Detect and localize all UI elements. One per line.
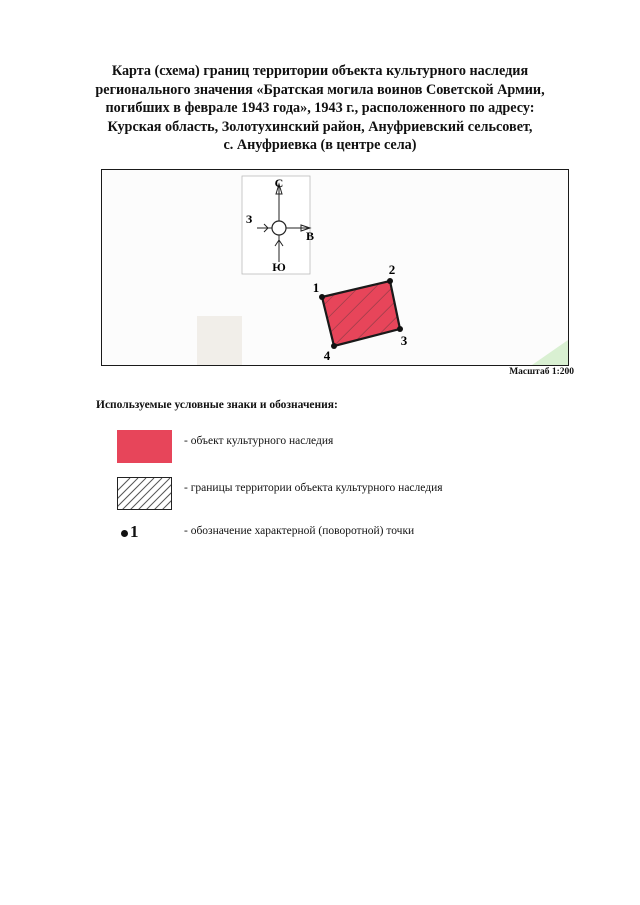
title-line-5: с. Ануфриевка (в центре села) xyxy=(223,137,417,153)
heritage-object xyxy=(313,262,408,363)
legend-item-text: - обозначение характерной (поворотной) точки xyxy=(184,525,415,537)
legend-point-number: 1 xyxy=(130,522,139,541)
legend-red-swatch xyxy=(117,430,172,463)
legend-item-territory xyxy=(0,477,640,517)
title-line-3: погибших в феврале 1943 года», 1943 г., расположенного по адресу: xyxy=(105,100,535,116)
title-line-4: Курская область, Золотухинский район, Ануфриевский сельсовет, xyxy=(107,118,533,135)
legend-point-symbol xyxy=(121,522,139,542)
map-title xyxy=(60,62,580,155)
point-3-label: 3 xyxy=(400,333,408,348)
title-line-1: Карта (схема) границ территории объекта культурного наследия xyxy=(111,63,529,79)
legend-heading: Используемые условные знаки и обозначения: xyxy=(96,399,338,411)
point-dot-icon xyxy=(121,530,128,537)
point-1-label: 1 xyxy=(312,280,320,295)
compass-north-label: С xyxy=(274,176,284,190)
compass-east-label: В xyxy=(305,229,315,243)
point-4-label: 4 xyxy=(323,348,331,363)
scale-label: Масштаб 1:200 xyxy=(509,367,574,377)
map-frame xyxy=(101,169,569,366)
compass-south-label: Ю xyxy=(272,260,286,274)
background-patch xyxy=(197,316,242,365)
point-2-label: 2 xyxy=(388,262,396,277)
background-patch-green xyxy=(532,340,568,365)
compass-center xyxy=(272,221,286,235)
legend-item-point xyxy=(0,522,640,562)
legend-item-object xyxy=(0,430,640,470)
hatch-pattern-icon xyxy=(118,478,172,510)
territory-hatch xyxy=(322,281,400,346)
map-canvas xyxy=(102,170,568,365)
title-line-2: регионального значения «Братская могила воинов Советской Армии, xyxy=(95,81,545,98)
compass-west-label: З xyxy=(245,212,253,226)
legend-item-text: - объект культурного наследия xyxy=(184,435,334,447)
compass xyxy=(242,176,314,274)
legend-hatch-swatch xyxy=(117,477,172,510)
point-1-marker xyxy=(319,294,325,300)
legend-item-text: - границы территории объекта культурного наследия xyxy=(184,482,443,494)
point-4-marker xyxy=(331,343,337,349)
point-3-marker xyxy=(397,326,403,332)
point-2-marker xyxy=(387,278,393,284)
